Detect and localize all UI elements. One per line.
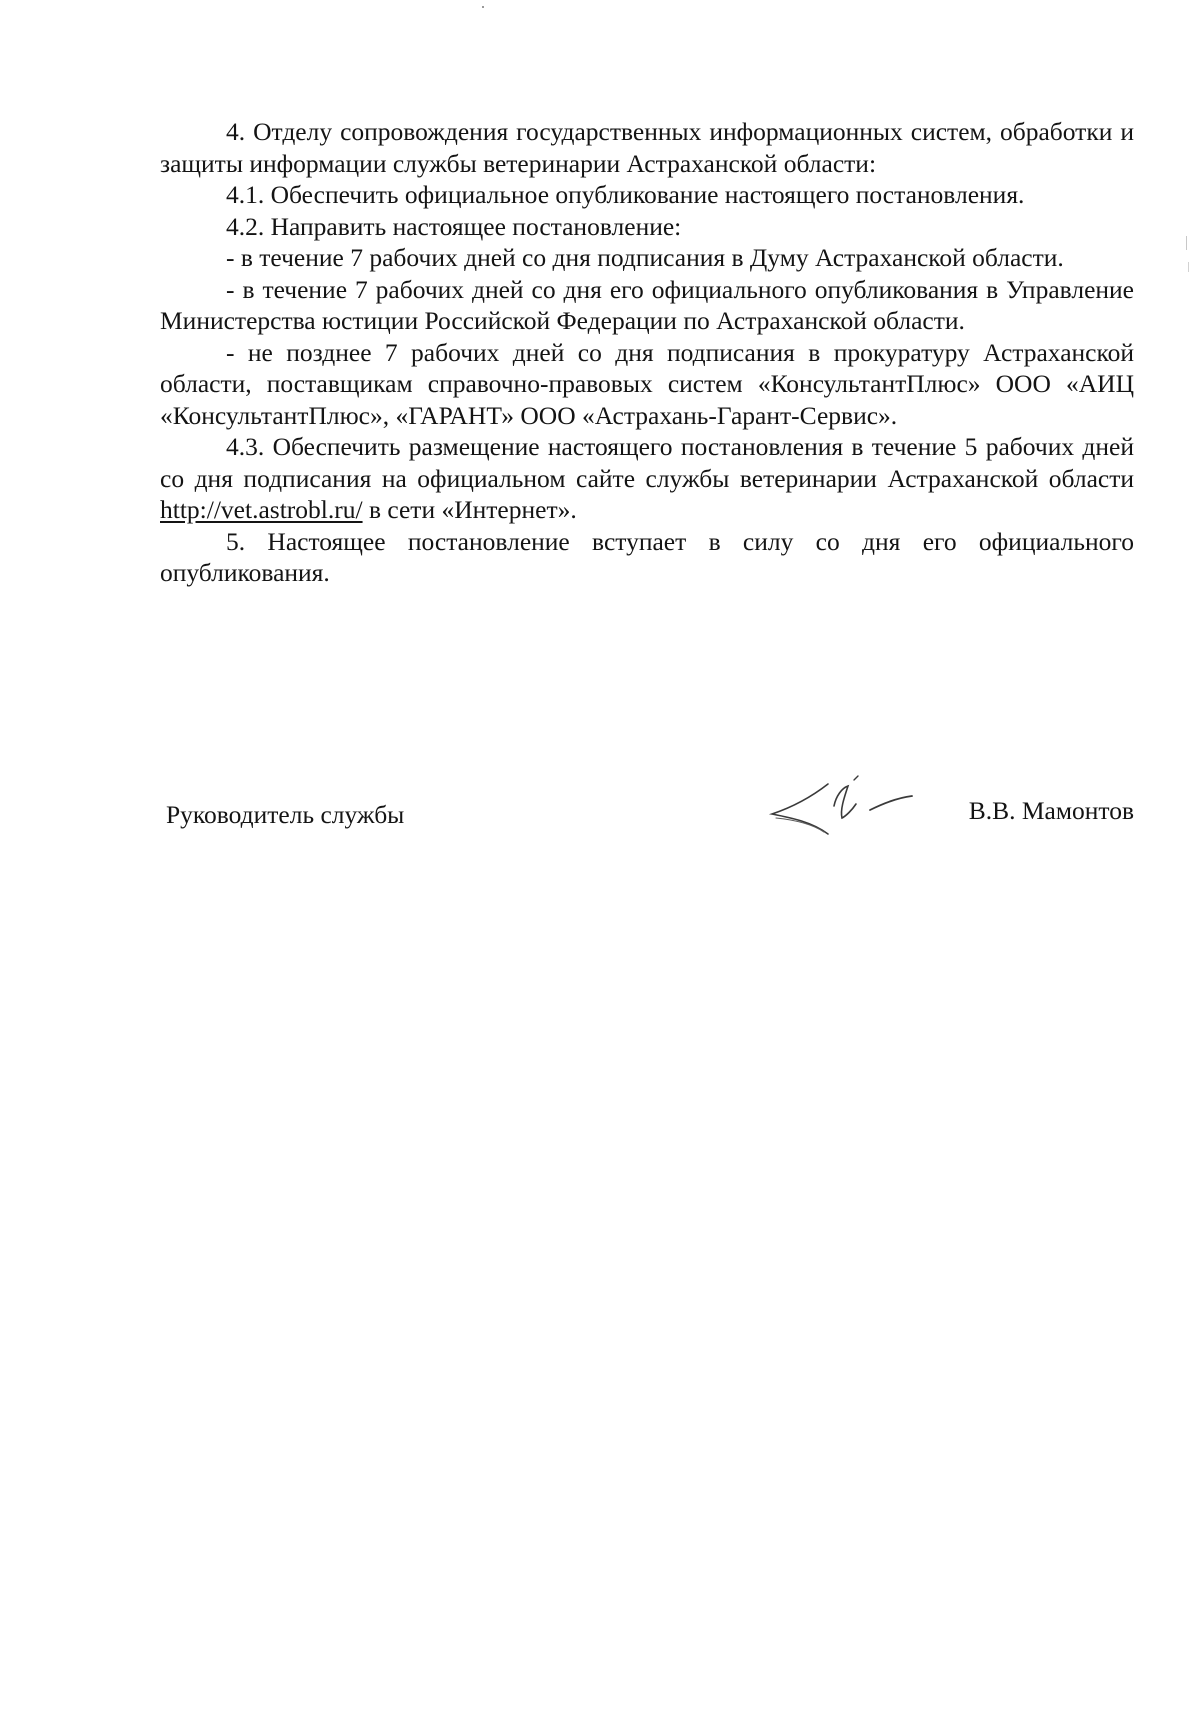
scan-artifact — [1186, 236, 1187, 250]
paragraph-item-4-3-text: 4.3. Обеспечить размещение настоящего постановления в течение 5 рабочих дней со дня подписания на официальном сайте службы ветеринарии Астраханской области — [160, 432, 1134, 493]
signature-block — [166, 796, 1134, 850]
scan-artifact — [482, 6, 484, 8]
handwritten-signature — [766, 774, 916, 840]
document-body — [160, 116, 1134, 589]
scan-artifact — [1188, 262, 1189, 272]
paragraph-item-5: 5. Настоящее постановление вступает в силу со дня его официального опубликования. — [160, 526, 1134, 587]
paragraph-item-4-3-tail: в сети «Интернет». — [362, 495, 577, 524]
website-link[interactable]: http://vet.astrobl.ru/ — [160, 495, 363, 524]
paragraph-item-4-2: 4.2. Направить настоящее постановление: — [226, 211, 682, 241]
signer-title: Руководитель службы — [166, 800, 405, 829]
paragraph-item-4: 4. Отделу сопровождения государственных информационных систем, обработки и защиты информации службы ветеринарии Астраханской области: — [160, 117, 1134, 178]
paragraph-recipient-ministry-of-justice: - в течение 7 рабочих дней со дня его официального опубликования в Управление Министерства юстиции Российской Федерации по Астраханской области. — [160, 274, 1134, 335]
paragraph-recipient-duma: - в течение 7 рабочих дней со дня подписания в Думу Астраханской области. — [226, 243, 1064, 272]
signer-name: В.В. Мамонтов — [968, 796, 1134, 825]
paragraph-item-4-3 — [160, 431, 1134, 526]
paragraph-item-4-1: 4.1. Обеспечить официальное опубликование настоящего постановления. — [226, 180, 1025, 209]
paragraph-recipient-prosecutor-and-legal-systems: - не позднее 7 рабочих дней со дня подписания в прокуратуру Астраханской области, поставщикам справочно-правовых систем «КонсультантПлюс» ООО «АИЦ «КонсультантПлюс», «ГАРАНТ» ООО «Астрахань-Гарант-Сервис». — [160, 337, 1134, 430]
